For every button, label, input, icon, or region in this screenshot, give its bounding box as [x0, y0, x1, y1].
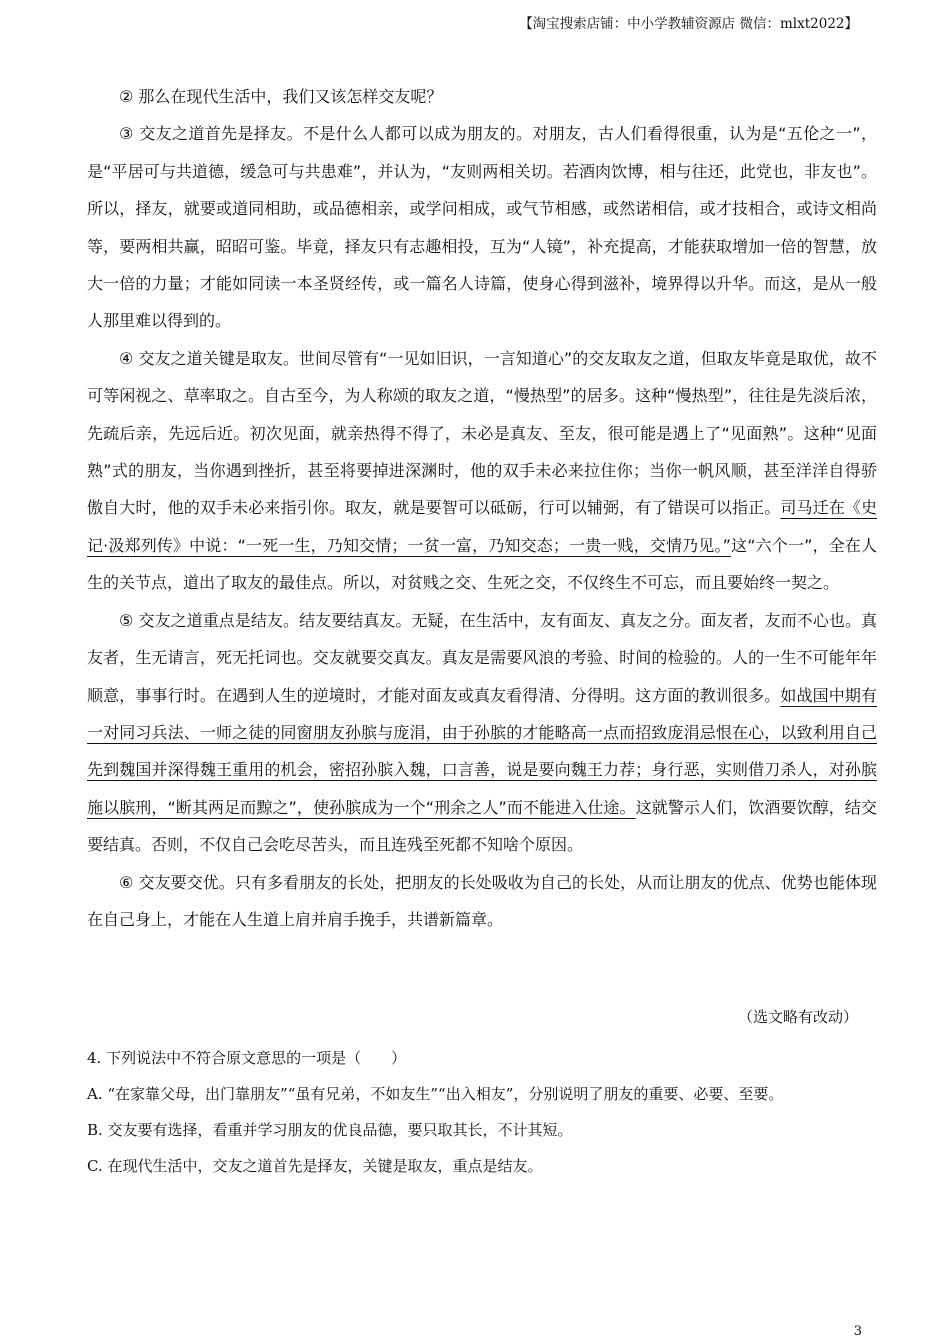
paragraph-4 — [87, 340, 877, 602]
option-b: B. 交友要有选择，看重并学习朋友的优良品德，要只取其长，不计其短。 — [87, 1121, 573, 1139]
paragraph-3: ③ 交友之道首先是择友。不是什么人都可以成为朋友的。对朋友，古人们看得很重，认为是“五伦之一”，是“平居可与共道德，缓急可与共患难”，并认为，“友则两相关切。若酒肉饮博，相与往还，此党也，非友也”。所以，择友，就要或道同相助，或品德相亲，或学问相成，或气节相感，或然诺相信，或才技相合，或诗文相尚等，要两相共赢，昭昭可鉴。毕竟，择友只有志趣相投，互为“人镜”，补充提高，才能获取增加一倍的智慧，放大一倍的力量；才能如同读一本圣贤经传，或一篇名人诗篇，使身心得到滋补，境界得以升华。而这，是从一般人那里难以得到的。 — [87, 124, 877, 331]
paragraph-5 — [87, 602, 877, 864]
watermark-header: 【淘宝搜索店铺：中小学教辅资源店 微信：mlxt2022】 — [519, 16, 858, 32]
paragraph-5-text-a: ⑤ 交友之道重点是结友。结友要结真友。无疑，在生活中，友有面友、真友之分。面友者，友而不心也。真友者，生无请言，死无托词也。交友就要交真友。真友是需要风浪的考验、时间的检验的。人的一生不可能年年顺意，事事行时。在遇到人生的逆境时，才能对面友或真友看得清、分得明。这方面的教训很多。 — [87, 610, 877, 705]
page-number: 3 — [853, 1324, 862, 1339]
underlined-example-sun-bin: 如战国中期有一对同习兵法、一师之徒的同窗朋友孙膑与庞涓，由于孙膑的才能略高一点而招致庞涓忌恨在心，以致利用自己先到魏国并深得魏王重用的机会，密招孙膑入魏，口言善，说是要向魏王力荐；身行恶，实则借刀杀人，对孙膑施以膑刑，“断其两足而黥之”，使孙膑成为一个“刑余之人”而不能进入仕途。 — [87, 685, 877, 817]
underlined-quote-sima-qian: 司马迁在《史记·汲郑列传》中说：“一死一生，乃知交情；一贫一富，乃知交态；一贵一贱，交情乃见。” — [87, 498, 877, 555]
paragraph-5-text-b: 这就警示人们，饮酒要饮醇，结交要结真。否则，不仅自己会吃尽苦头，而且连残至死都不知啥个原因。 — [87, 797, 877, 855]
option-a: A. “在家靠父母，出门靠朋友”“虽有兄弟，不如友生”“出入相友”，分别说明了朋友的重要、必要、至要。 — [87, 1085, 784, 1103]
source-note: （选文略有改动） — [737, 1008, 858, 1026]
paragraph-6: ⑥ 交友要交优。只有多看朋友的长处，把朋友的长处吸收为自己的长处，从而让朋友的优点、优势也能体现在自己身上，才能在人生道上肩并肩手挽手，共谱新篇章。 — [87, 872, 877, 929]
paragraph-2: ② 那么在现代生活中，我们又该怎样交友呢？ — [119, 87, 443, 106]
paragraph-4-text-a: ④ 交友之道关键是取友。世间尽管有“一见如旧识，一言知道心”的交友取友之道，但取友毕竟是取优，故不可等闲视之、草率取之。自古至今，为人称颂的取友之道，“慢热型”的居多。这种“慢热型”，往往是先淡后浓，先疏后亲，先远后近。初次见面，就亲热得不得了，未必是真友、至友，很可能是遇上了“见面熟”。这种“见面熟”式的朋友，当你遇到挫折，甚至将要掉进深渊时，他的双手未必来拉住你；当你一帆风顺，甚至洋洋自得骄傲自大时，他的双手未必来指引你。取友，就是要智可以砥砺，行可以辅弼，有了错误可以指正。 — [87, 348, 877, 518]
article-passage — [87, 78, 877, 938]
question-stem: 4. 下列说法中不符合原文意思的一项是（ ） — [87, 1049, 407, 1067]
question-block — [87, 1040, 867, 1184]
paragraph-4-text-b: 这“六个一”，全在人生的关节点，道出了取友的最佳点。所以，对贫贱之交、生死之交，不仅终生不可忘，而且要始终一契之。 — [87, 535, 877, 593]
option-c: C. 在现代生活中，交友之道首先是择友，关键是取友，重点是结友。 — [87, 1157, 543, 1175]
